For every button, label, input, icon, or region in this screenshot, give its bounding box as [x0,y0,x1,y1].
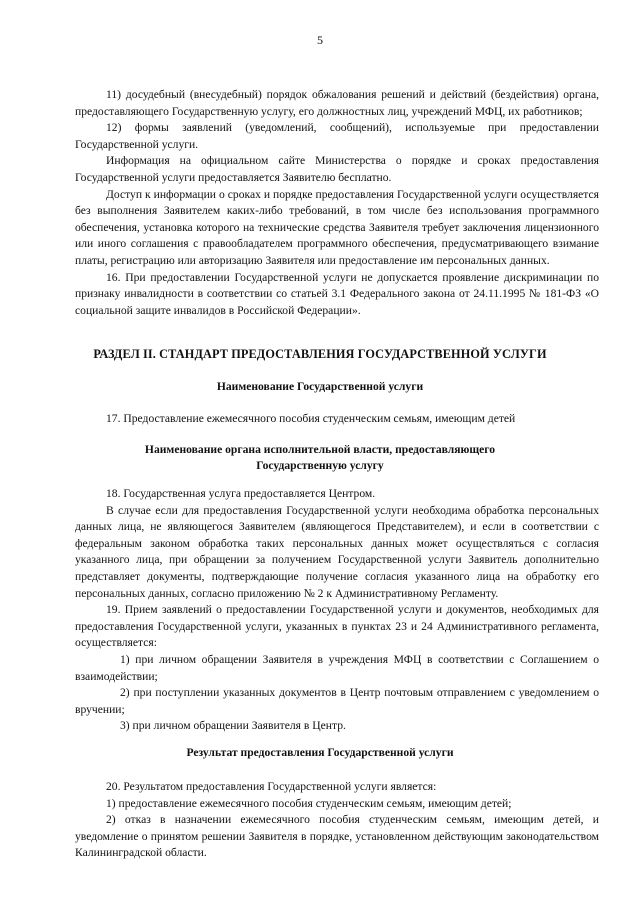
list-item-post: 2) при поступлении указанных документов в Центр почтовым отправлением с уведомлением о вручении; [75,686,599,716]
paragraph-20: 20. Результатом предоставления Государственной услуги является: [106,780,437,793]
paragraph-17-block [75,411,599,428]
list-item-center: 3) при личном обращении Заявителя в Центр. [120,719,346,733]
paragraph-personal-data: В случае если для предоставления Государственной услуги необходима обработка персональных данных лица, не являющегося Заявителем (являющегося Представителем), и если в соответствии с федеральным законом обработка таких персональных данных может осуществляться с согласия указанного лица, при обращении за получением Государственной услуги Заявитель дополнительно представляет документы, подтверждающие получение согласия указанного лица на обработку его персональных данных, согласно приложению № 2 к Административному Регламенту. [75,503,599,600]
heading-authority-line1: Наименование органа исполнительной власти, предоставляющего [144,443,496,456]
result-item-1: 1) предоставление ежемесячного пособия студенческим семьям, имеющим детей; [106,796,512,810]
paragraph-info-free: Информация на официальном сайте Министерства о порядке и сроках предоставления Государственной услуги предоставляется Заявителю бесплатно. [75,154,599,184]
page-number: 5 [317,33,323,47]
paragraph-item-12: 12) формы заявлений (уведомлений, сообщений), используемые при предоставлении Государственной услуги. [75,121,599,151]
paragraph-item-11: 11) досудебный (внесудебный) порядок обжалования решений и действий (бездействия) органа, предоставляющего Государственную услугу, его должностных лиц, учреждений МФЦ, их работников; [75,88,599,118]
authority-paragraphs [75,486,599,735]
paragraph-19: 19. Прием заявлений о предоставлении Государственной услуги и документов, необходимых для предоставления Государственной услуги, указанных в пунктах 23 и 24 Административного регламента, осуществляется: [75,603,599,650]
intro-paragraphs [75,87,599,319]
heading-service-name: Наименование Государственной услуги [216,380,424,393]
list-item-mfc: 1) при личном обращении Заявителя в учреждения МФЦ в соответствии с Соглашением о взаимодействии; [75,652,599,683]
section-title: РАЗДЕЛ II. СТАНДАРТ ПРЕДОСТАВЛЕНИЯ ГОСУДАРСТВЕННОЙ УСЛУГИ [93,347,547,361]
paragraph-18: 18. Государственная услуга предоставляется Центром. [106,487,376,500]
paragraph-access-info: Доступ к информации о сроках и порядке предоставления Государственной услуги осуществляется без выполнения Заявителем каких-либо требований, в том числе без использования программного обеспечения, установка которого на технические средства Заявителя требует заключения лицензионного или иного соглашения с правообладателем программного обеспечения, предусматривающего взимание платы, регистрацию или авторизацию Заявителя или предоставление им персональных данных. [75,187,599,267]
result-paragraphs [75,779,599,862]
paragraph-16: 16. При предоставлении Государственной услуги не допускается проявление дискриминации по признаку инвалидности в соответствии со статьей 3.1 Федерального закона от 24.11.1995 № 181-ФЗ «О социальной защите инвалидов в Российской Федерации». [75,270,599,317]
heading-result: Результат предоставления Государственной услуги [186,746,454,759]
result-item-2: 2) отказ в назначении ежемесячного пособия студенческим семьям, имеющим детей, и уведомление о принятом решении Заявителя в порядке, установленном действующим законодательством Калининградской области. [75,813,599,860]
paragraph-17: 17. Предоставление ежемесячного пособия студенческим семьям, имеющим детей [106,412,516,425]
heading-authority-line2: Государственную услугу [256,459,384,472]
